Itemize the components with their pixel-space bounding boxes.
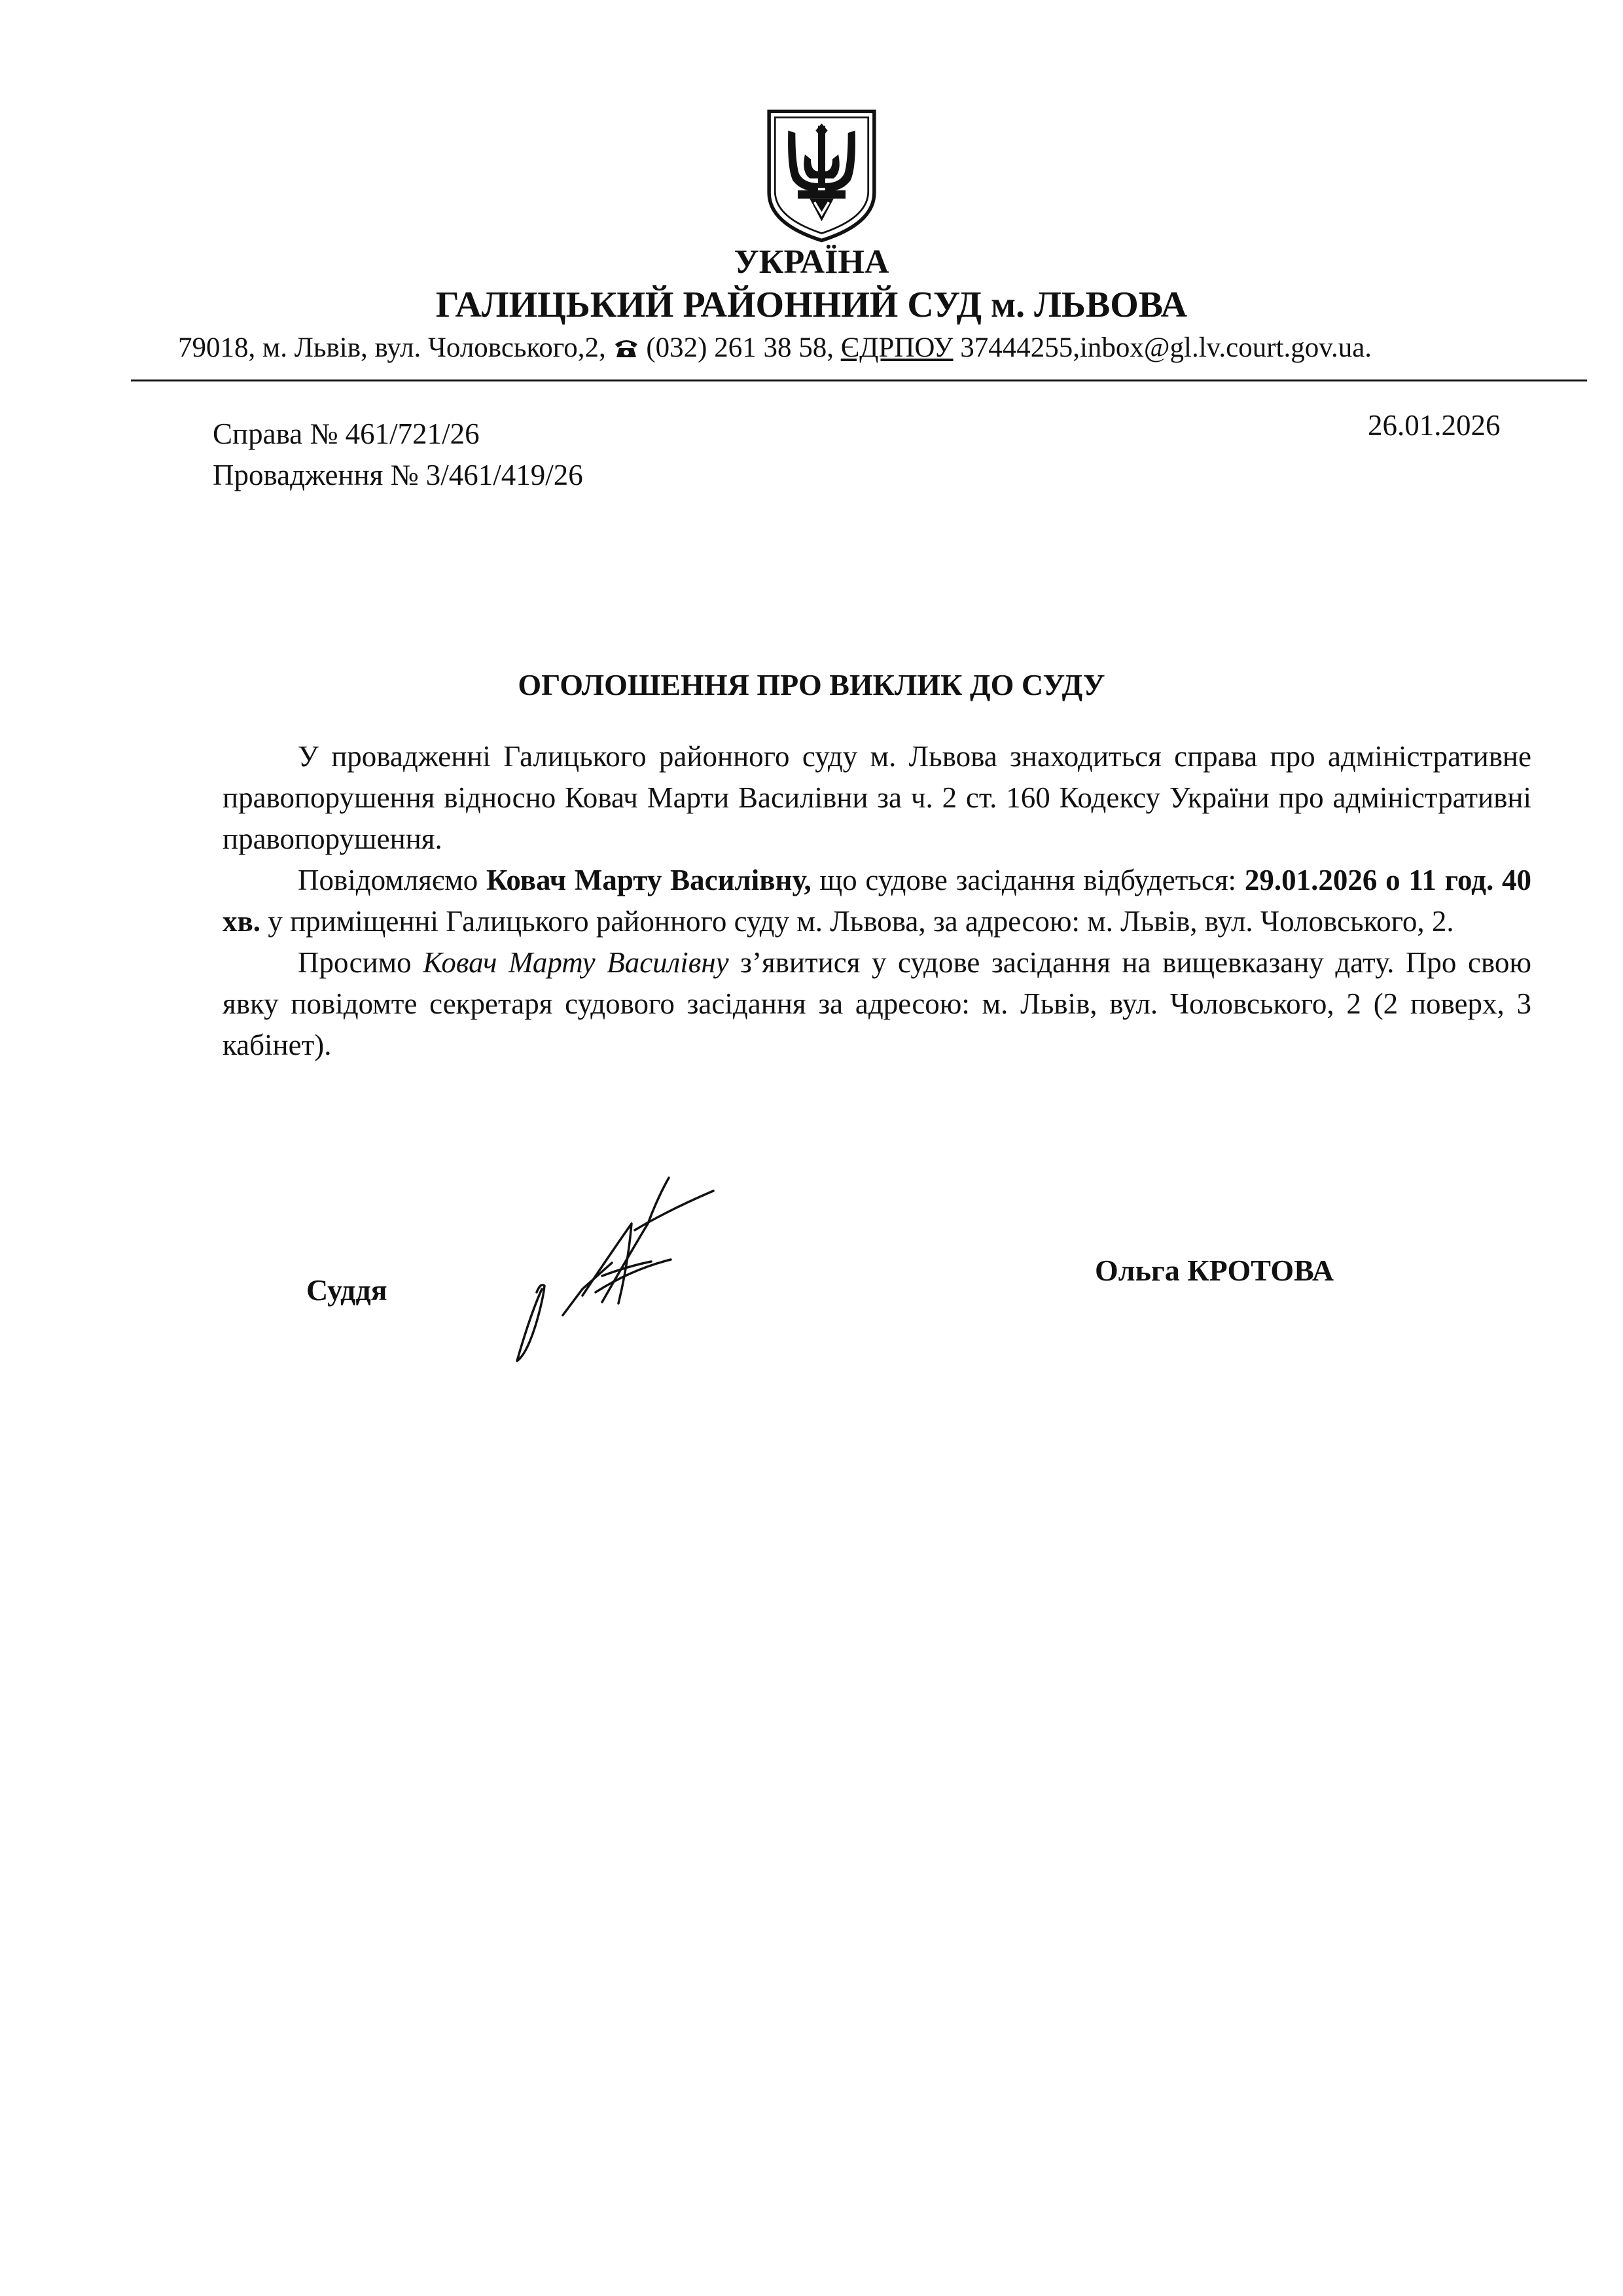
p3-end: з’явитися у судове засідання на вищевказану дату. Про свою явку повідомте секретаря судового засідання за адресою: м. Львів, вул. Чоловського, 2 (2 поверх, 3 кабінет). <box>223 946 1531 1061</box>
notice-body <box>223 736 1531 1066</box>
edrpou-and-email: 37444255,inbox@gl.lv.court.gov.ua. <box>960 332 1372 363</box>
judge-name: Ольга КРОТОВА <box>1095 1254 1334 1287</box>
document-title: ОГОЛОШЕННЯ ПРО ВИКЛИК ДО СУДУ <box>518 668 1105 701</box>
court-address: 79018, м. Львів, вул. Чоловського,2, <box>178 332 606 363</box>
defendant-name: Ковач Марту Василівну, <box>486 864 812 896</box>
p3-start: Просимо <box>298 946 423 979</box>
p2-end: у приміщенні Галицького районного суду м. Львова, за адресою: м. Львів, вул. Чоловського, 2. <box>260 905 1454 938</box>
header-divider <box>131 380 1587 381</box>
phone-icon <box>613 336 639 359</box>
court-phone: (032) 261 38 58, <box>646 332 834 363</box>
judge-role: Суддя <box>306 1273 387 1307</box>
paragraph-hearing-notice <box>223 860 1531 942</box>
p2-mid: що судове засідання відбудеться: <box>811 864 1245 896</box>
hearing-datetime: 29.01.2026 о 11 год. 40 хв. <box>223 864 1531 938</box>
document-date: 26.01.2026 <box>1368 409 1501 442</box>
handwritten-signature <box>497 1158 812 1374</box>
country-heading: УКРАЇНА <box>734 243 889 281</box>
paragraph-request <box>223 942 1531 1066</box>
trident-coat-of-arms-icon <box>761 107 882 244</box>
edrpou-label: ЄДРПОУ <box>840 332 954 363</box>
proceeding-number: Провадження № 3/461/419/26 <box>213 459 583 491</box>
p2-start: Повідомляємо <box>298 864 486 896</box>
court-name-heading: ГАЛИЦЬКИЙ РАЙОННИЙ СУД м. ЛЬВОВА <box>435 285 1188 325</box>
paragraph-case-info: У провадженні Галицького районного суду м. Львова знаходиться справа про адміністративне правопорушення відносно Ковач Марти Василівни за ч. 2 ст. 160 Кодексу України про адміністративні правопорушення. <box>223 740 1531 855</box>
contact-line <box>178 332 1372 363</box>
defendant-name-italic: Ковач Марту Василівну <box>423 946 729 979</box>
case-number: Справа № 461/721/26 <box>213 417 480 450</box>
